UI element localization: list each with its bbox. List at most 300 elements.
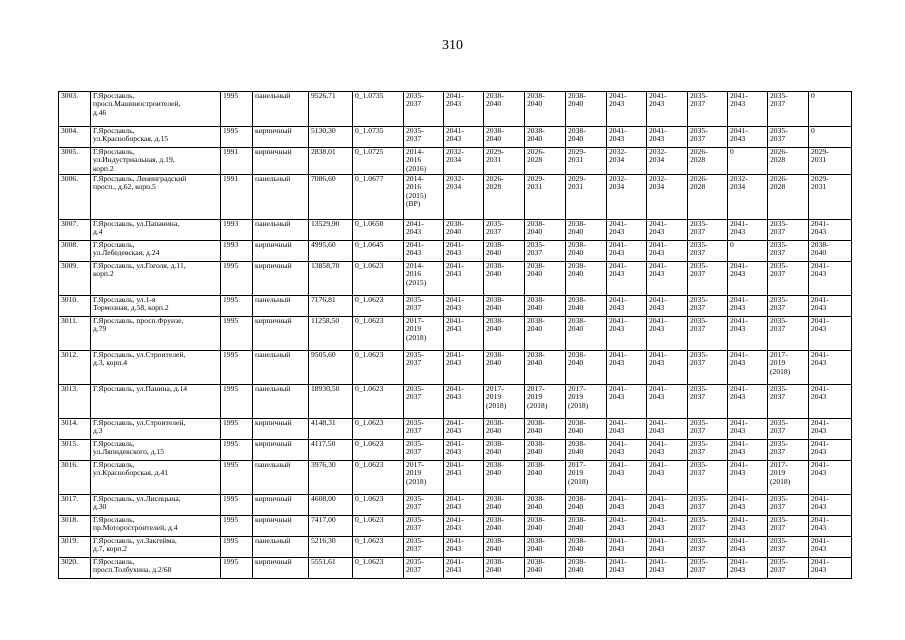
cell-period-6: 2041- 2043	[607, 385, 647, 419]
cell-period-11: 2029- 2031	[809, 175, 852, 220]
cell-wear-coefficient: 0_1.0623	[353, 351, 404, 385]
cell-row-number: 3020.	[59, 558, 91, 579]
cell-period-8: 2035- 2037	[688, 516, 728, 537]
cell-period-6: 2041- 2043	[607, 440, 647, 461]
cell-address: Г.Ярославль, ул.Гоголя, д.11, корп.2	[91, 262, 221, 296]
cell-year-built: 1995	[221, 461, 253, 495]
table-row	[59, 148, 852, 175]
cell-period-2: 2041- 2043	[444, 127, 484, 148]
cell-period-9: 2041- 2043	[728, 537, 768, 558]
cell-period-4: 2038- 2040	[525, 296, 566, 317]
cell-year-built: 1995	[221, 262, 253, 296]
cell-period-6: 2041- 2043	[607, 317, 647, 351]
cell-address: Г.Ярославль, ул.Строителей, д.3, корп.4	[91, 351, 221, 385]
cell-period-4: 2038- 2040	[525, 516, 566, 537]
cell-period-4: 2017- 2019 (2018)	[525, 385, 566, 419]
cell-period-4: 2038- 2040	[525, 127, 566, 148]
cell-period-11: 2041- 2043	[809, 296, 852, 317]
cell-period-7: 2041- 2043	[647, 558, 688, 579]
cell-wear-coefficient: 0_1.0623	[353, 440, 404, 461]
cell-period-9: 2041- 2043	[728, 495, 768, 516]
cell-period-6: 2041- 2043	[607, 516, 647, 537]
cell-address: Г.Ярославль, просп.Толбухина, д.2/68	[91, 558, 221, 579]
cell-period-2: 2041- 2043	[444, 419, 484, 440]
cell-period-10: 2035- 2037	[768, 220, 809, 241]
cell-period-5: 2038- 2040	[566, 419, 607, 440]
cell-period-3: 2038- 2040	[484, 241, 525, 262]
cell-wear-coefficient: 0_1.0650	[353, 220, 404, 241]
cell-total-area: 13858,70	[309, 262, 353, 296]
cell-row-number: 3011.	[59, 317, 91, 351]
cell-total-area: 7086,60	[309, 175, 353, 220]
cell-wear-coefficient: 0_1.0623	[353, 419, 404, 440]
cell-period-9: 2041- 2043	[728, 317, 768, 351]
cell-period-9: 2041- 2043	[728, 296, 768, 317]
cell-period-4: 2038- 2040	[525, 461, 566, 495]
cell-wall-material: кирпичный	[253, 317, 309, 351]
cell-period-1: 2035- 2037	[404, 558, 444, 579]
cell-period-3: 2029- 2031	[484, 148, 525, 175]
cell-period-3: 2035- 2037	[484, 220, 525, 241]
table-row	[59, 92, 852, 127]
cell-total-area: 3976,30	[309, 461, 353, 495]
cell-year-built: 1995	[221, 317, 253, 351]
cell-total-area: 9526,71	[309, 92, 353, 127]
cell-period-5: 2017- 2019 (2018)	[566, 461, 607, 495]
cell-row-number: 3015.	[59, 440, 91, 461]
cell-wall-material: кирпичный	[253, 241, 309, 262]
cell-period-7: 2041- 2043	[647, 241, 688, 262]
cell-row-number: 3017.	[59, 495, 91, 516]
cell-period-6: 2041- 2043	[607, 419, 647, 440]
cell-period-10: 2026- 2028	[768, 148, 809, 175]
cell-period-5: 2038- 2040	[566, 440, 607, 461]
cell-wear-coefficient: 0_1.0623	[353, 461, 404, 495]
cell-period-1: 2035- 2037	[404, 296, 444, 317]
cell-period-4: 2038- 2040	[525, 220, 566, 241]
cell-period-5: 2038- 2040	[566, 241, 607, 262]
cell-period-3: 2038- 2040	[484, 516, 525, 537]
cell-period-1: 2035- 2037	[404, 92, 444, 127]
cell-wear-coefficient: 0_1.0623	[353, 516, 404, 537]
cell-wear-coefficient: 0_1.0623	[353, 296, 404, 317]
table-row	[59, 127, 852, 148]
cell-period-10: 2035- 2037	[768, 558, 809, 579]
cell-period-11: 2029- 2031	[809, 148, 852, 175]
cell-period-8: 2035- 2037	[688, 262, 728, 296]
table-row	[59, 296, 852, 317]
cell-row-number: 3003.	[59, 92, 91, 127]
cell-period-11: 2041- 2043	[809, 351, 852, 385]
cell-period-9: 2041- 2043	[728, 461, 768, 495]
cell-period-8: 2035- 2037	[688, 495, 728, 516]
cell-period-2: 2041- 2043	[444, 537, 484, 558]
cell-period-2: 2032- 2034	[444, 175, 484, 220]
cell-period-3: 2038- 2040	[484, 262, 525, 296]
cell-period-8: 2035- 2037	[688, 440, 728, 461]
cell-period-1: 2041- 2043	[404, 220, 444, 241]
table-row	[59, 241, 852, 262]
cell-period-2: 2041- 2043	[444, 262, 484, 296]
cell-period-3: 2038- 2040	[484, 440, 525, 461]
cell-period-2: 2041- 2043	[444, 516, 484, 537]
cell-period-7: 2041- 2043	[647, 127, 688, 148]
cell-period-8: 2035- 2037	[688, 92, 728, 127]
cell-row-number: 3019.	[59, 537, 91, 558]
cell-period-1: 2014- 2016 (2015) (ВР)	[404, 175, 444, 220]
table-row	[59, 220, 852, 241]
cell-wear-coefficient: 0_1.0623	[353, 262, 404, 296]
table-row	[59, 516, 852, 537]
cell-year-built: 1995	[221, 92, 253, 127]
cell-period-4: 2038- 2040	[525, 419, 566, 440]
cell-row-number: 3006.	[59, 175, 91, 220]
cell-address: Г.Ярославль, ул.Индустриальная, д.19, корп.2	[91, 148, 221, 175]
cell-row-number: 3013.	[59, 385, 91, 419]
cell-period-10: 2035- 2037	[768, 516, 809, 537]
cell-period-1: 2014- 2016 (2015)	[404, 262, 444, 296]
cell-wall-material: кирпичный	[253, 419, 309, 440]
table-row	[59, 262, 852, 296]
cell-period-8: 2035- 2037	[688, 537, 728, 558]
cell-address: Г.Ярославль, пр.Моторостроителей, д.4	[91, 516, 221, 537]
cell-period-1: 2035- 2037	[404, 440, 444, 461]
cell-row-number: 3012.	[59, 351, 91, 385]
cell-row-number: 3010.	[59, 296, 91, 317]
cell-year-built: 1995	[221, 296, 253, 317]
cell-period-10: 2035- 2037	[768, 317, 809, 351]
cell-period-9: 2041- 2043	[728, 92, 768, 127]
table-row	[59, 351, 852, 385]
cell-period-11: 2041- 2043	[809, 440, 852, 461]
cell-period-11: 0	[809, 127, 852, 148]
cell-wall-material: кирпичный	[253, 495, 309, 516]
cell-period-3: 2038- 2040	[484, 317, 525, 351]
cell-period-11: 2041- 2043	[809, 262, 852, 296]
cell-period-8: 2035- 2037	[688, 317, 728, 351]
cell-period-4: 2038- 2040	[525, 317, 566, 351]
table-row	[59, 419, 852, 440]
cell-period-4: 2038- 2040	[525, 558, 566, 579]
cell-period-1: 2041- 2043	[404, 241, 444, 262]
table-row	[59, 537, 852, 558]
cell-period-10: 2035- 2037	[768, 537, 809, 558]
cell-period-2: 2041- 2043	[444, 317, 484, 351]
cell-period-2: 2041- 2043	[444, 92, 484, 127]
cell-period-2: 2041- 2043	[444, 495, 484, 516]
cell-address: Г.Ярославль, просп.Фрунзе, д.79	[91, 317, 221, 351]
table-row	[59, 495, 852, 516]
cell-period-7: 2041- 2043	[647, 92, 688, 127]
cell-wall-material: панельный	[253, 296, 309, 317]
cell-period-8: 2035- 2037	[688, 127, 728, 148]
cell-period-10: 2017- 2019 (2018)	[768, 461, 809, 495]
cell-period-8: 2035- 2037	[688, 419, 728, 440]
cell-period-8: 2035- 2037	[688, 351, 728, 385]
table-row	[59, 461, 852, 495]
cell-period-6: 2041- 2043	[607, 127, 647, 148]
cell-period-10: 2035- 2037	[768, 241, 809, 262]
cell-period-5: 2029- 2031	[566, 175, 607, 220]
cell-period-9: 2041- 2043	[728, 127, 768, 148]
cell-period-2: 2041- 2043	[444, 351, 484, 385]
cell-address: Г.Ярославль, ул.Лисицына, д.30	[91, 495, 221, 516]
cell-period-5: 2038- 2040	[566, 495, 607, 516]
cell-row-number: 3005.	[59, 148, 91, 175]
cell-period-11: 2041- 2043	[809, 495, 852, 516]
cell-period-3: 2038- 2040	[484, 351, 525, 385]
cell-period-9: 0	[728, 241, 768, 262]
cell-year-built: 1995	[221, 351, 253, 385]
cell-period-3: 2017- 2019 (2018)	[484, 385, 525, 419]
cell-period-4: 2038- 2040	[525, 351, 566, 385]
cell-wall-material: панельный	[253, 220, 309, 241]
cell-wall-material: панельный	[253, 385, 309, 419]
cell-period-3: 2038- 2040	[484, 558, 525, 579]
cell-wear-coefficient: 0_1.0623	[353, 385, 404, 419]
cell-period-5: 2038- 2040	[566, 516, 607, 537]
cell-period-5: 2038- 2040	[566, 537, 607, 558]
cell-year-built: 1995	[221, 516, 253, 537]
cell-wall-material: кирпичный	[253, 558, 309, 579]
cell-year-built: 1995	[221, 558, 253, 579]
cell-period-9: 2041- 2043	[728, 558, 768, 579]
cell-period-2: 2041- 2043	[444, 385, 484, 419]
cell-row-number: 3004.	[59, 127, 91, 148]
cell-period-1: 2035- 2037	[404, 419, 444, 440]
cell-year-built: 1995	[221, 127, 253, 148]
cell-period-5: 2038- 2040	[566, 127, 607, 148]
cell-period-8: 2035- 2037	[688, 296, 728, 317]
table-row	[59, 317, 852, 351]
cell-period-3: 2038- 2040	[484, 537, 525, 558]
cell-period-6: 2041- 2043	[607, 558, 647, 579]
cell-period-10: 2035- 2037	[768, 385, 809, 419]
cell-total-area: 7176,81	[309, 296, 353, 317]
cell-address: Г.Ярославль, ул.Строителей, д.3	[91, 419, 221, 440]
cell-period-3: 2038- 2040	[484, 419, 525, 440]
cell-period-5: 2038- 2040	[566, 296, 607, 317]
cell-period-7: 2041- 2043	[647, 385, 688, 419]
cell-period-9: 2041- 2043	[728, 220, 768, 241]
cell-period-4: 2038- 2040	[525, 537, 566, 558]
cell-year-built: 1993	[221, 241, 253, 262]
table-row	[59, 558, 852, 579]
cell-period-4: 2038- 2040	[525, 440, 566, 461]
cell-period-3: 2038- 2040	[484, 92, 525, 127]
cell-year-built: 1995	[221, 495, 253, 516]
cell-period-9: 2041- 2043	[728, 351, 768, 385]
cell-address: Г.Ярославль, ул.Красноборская, д.15	[91, 127, 221, 148]
cell-wear-coefficient: 0_1.0623	[353, 495, 404, 516]
cell-period-6: 2041- 2043	[607, 461, 647, 495]
cell-period-6: 2041- 2043	[607, 296, 647, 317]
cell-wall-material: панельный	[253, 461, 309, 495]
cell-period-4: 2029- 2031	[525, 175, 566, 220]
cell-address: Г.Ярославль, ул.Красноборская, д.41	[91, 461, 221, 495]
cell-period-2: 2038- 2040	[444, 220, 484, 241]
cell-wear-coefficient: 0_1.0735	[353, 92, 404, 127]
cell-period-7: 2041- 2043	[647, 461, 688, 495]
cell-period-1: 2014- 2016 (2016)	[404, 148, 444, 175]
cell-total-area: 4117,50	[309, 440, 353, 461]
cell-period-6: 2041- 2043	[607, 351, 647, 385]
table-row	[59, 175, 852, 220]
cell-year-built: 1993	[221, 220, 253, 241]
cell-total-area: 2838,01	[309, 148, 353, 175]
cell-address: Г.Ярославль, ул.Папанина, д.4	[91, 220, 221, 241]
cell-total-area: 18930,50	[309, 385, 353, 419]
cell-period-2: 2041- 2043	[444, 440, 484, 461]
cell-wall-material: кирпичный	[253, 440, 309, 461]
cell-period-8: 2026- 2028	[688, 148, 728, 175]
cell-period-7: 2041- 2043	[647, 440, 688, 461]
cell-period-5: 2038- 2040	[566, 558, 607, 579]
cell-wall-material: кирпичный	[253, 262, 309, 296]
cell-wall-material: панельный	[253, 351, 309, 385]
cell-period-10: 2035- 2037	[768, 440, 809, 461]
cell-total-area: 9505,60	[309, 351, 353, 385]
cell-period-1: 2017- 2019 (2018)	[404, 461, 444, 495]
cell-period-10: 2035- 2037	[768, 262, 809, 296]
cell-row-number: 3009.	[59, 262, 91, 296]
cell-period-8: 2026- 2028	[688, 175, 728, 220]
cell-period-2: 2041- 2043	[444, 461, 484, 495]
cell-address: Г.Ярославль, ул.Лебедевская, д.24	[91, 241, 221, 262]
cell-period-9: 2041- 2043	[728, 262, 768, 296]
cell-period-10: 2035- 2037	[768, 495, 809, 516]
cell-period-4: 2038- 2040	[525, 92, 566, 127]
cell-period-3: 2038- 2040	[484, 127, 525, 148]
cell-row-number: 3016.	[59, 461, 91, 495]
cell-period-7: 2041- 2043	[647, 317, 688, 351]
cell-year-built: 1991	[221, 148, 253, 175]
cell-period-2: 2041- 2043	[444, 558, 484, 579]
cell-period-2: 2041- 2043	[444, 296, 484, 317]
cell-wall-material: кирпичный	[253, 516, 309, 537]
cell-period-5: 2038- 2040	[566, 92, 607, 127]
cell-row-number: 3018.	[59, 516, 91, 537]
cell-period-1: 2035- 2037	[404, 127, 444, 148]
cell-period-8: 2035- 2037	[688, 558, 728, 579]
cell-period-11: 2041- 2043	[809, 317, 852, 351]
cell-total-area: 4995,60	[309, 241, 353, 262]
housing-repair-schedule-table	[58, 91, 852, 579]
cell-period-10: 2035- 2037	[768, 296, 809, 317]
cell-wear-coefficient: 0_1.0623	[353, 317, 404, 351]
cell-period-11: 2041- 2043	[809, 385, 852, 419]
cell-period-5: 2017- 2019 (2018)	[566, 385, 607, 419]
cell-total-area: 5551,61	[309, 558, 353, 579]
cell-period-7: 2041- 2043	[647, 296, 688, 317]
cell-wall-material: панельный	[253, 175, 309, 220]
table-row	[59, 385, 852, 419]
cell-period-1: 2035- 2037	[404, 385, 444, 419]
cell-wall-material: кирпичный	[253, 148, 309, 175]
cell-wall-material: кирпичный	[253, 127, 309, 148]
cell-period-9: 2041- 2043	[728, 419, 768, 440]
cell-wear-coefficient: 0_1.0645	[353, 241, 404, 262]
cell-period-8: 2035- 2037	[688, 241, 728, 262]
cell-period-10: 2035- 2037	[768, 419, 809, 440]
cell-period-7: 2041- 2043	[647, 537, 688, 558]
cell-period-4: 2038- 2040	[525, 262, 566, 296]
cell-period-5: 2038- 2040	[566, 351, 607, 385]
cell-period-5: 2038- 2040	[566, 220, 607, 241]
cell-period-7: 2041- 2043	[647, 516, 688, 537]
cell-total-area: 4148,31	[309, 419, 353, 440]
cell-total-area: 11258,50	[309, 317, 353, 351]
page-number: 310	[442, 38, 463, 53]
cell-period-4: 2035- 2037	[525, 241, 566, 262]
cell-address: Г.Ярославль, Ленинградский просп., д.62, корп.5	[91, 175, 221, 220]
cell-period-3: 2026- 2028	[484, 175, 525, 220]
cell-total-area: 7417,00	[309, 516, 353, 537]
cell-address: Г.Ярославль, просп.Машиностроителей, д.46	[91, 92, 221, 127]
cell-period-5: 2038- 2040	[566, 262, 607, 296]
cell-period-6: 2041- 2043	[607, 537, 647, 558]
cell-period-3: 2038- 2040	[484, 461, 525, 495]
cell-wear-coefficient: 0_1.0735	[353, 127, 404, 148]
cell-period-9: 2041- 2043	[728, 440, 768, 461]
cell-total-area: 5130,30	[309, 127, 353, 148]
cell-period-6: 2041- 2043	[607, 241, 647, 262]
cell-period-1: 2035- 2037	[404, 495, 444, 516]
cell-period-9: 0	[728, 148, 768, 175]
cell-period-8: 2035- 2037	[688, 220, 728, 241]
cell-period-11: 2041- 2043	[809, 558, 852, 579]
cell-year-built: 1991	[221, 175, 253, 220]
cell-period-2: 2041- 2043	[444, 241, 484, 262]
cell-row-number: 3014.	[59, 419, 91, 440]
cell-period-11: 2041- 2043	[809, 461, 852, 495]
cell-period-8: 2035- 2037	[688, 461, 728, 495]
cell-period-9: 2041- 2043	[728, 516, 768, 537]
cell-year-built: 1995	[221, 440, 253, 461]
cell-period-7: 2041- 2043	[647, 419, 688, 440]
cell-period-5: 2029- 2031	[566, 148, 607, 175]
cell-period-7: 2041- 2043	[647, 495, 688, 516]
cell-row-number: 3008.	[59, 241, 91, 262]
cell-period-10: 2017- 2019 (2018)	[768, 351, 809, 385]
cell-period-6: 2041- 2043	[607, 495, 647, 516]
cell-period-11: 2041- 2043	[809, 419, 852, 440]
cell-row-number: 3007.	[59, 220, 91, 241]
cell-period-11: 0	[809, 92, 852, 127]
cell-year-built: 1995	[221, 419, 253, 440]
cell-period-9: 2032- 2034	[728, 175, 768, 220]
table-row	[59, 440, 852, 461]
cell-period-6: 2041- 2043	[607, 262, 647, 296]
cell-wear-coefficient: 0_1.0623	[353, 558, 404, 579]
cell-period-1: 2035- 2037	[404, 516, 444, 537]
cell-wear-coefficient: 0_1.0623	[353, 537, 404, 558]
cell-period-4: 2026- 2028	[525, 148, 566, 175]
cell-total-area: 13529,90	[309, 220, 353, 241]
cell-period-3: 2038- 2040	[484, 495, 525, 516]
cell-period-11: 2041- 2043	[809, 220, 852, 241]
cell-period-10: 2026- 2028	[768, 175, 809, 220]
cell-period-1: 2017- 2019 (2018)	[404, 317, 444, 351]
cell-period-10: 2035- 2037	[768, 127, 809, 148]
cell-period-3: 2038- 2040	[484, 296, 525, 317]
cell-period-1: 2035- 2037	[404, 351, 444, 385]
cell-period-4: 2038- 2040	[525, 495, 566, 516]
cell-address: Г.Ярославль, ул.Закгейма, д.7, корп.2	[91, 537, 221, 558]
cell-period-6: 2041- 2043	[607, 92, 647, 127]
cell-period-11: 2038- 2040	[809, 241, 852, 262]
cell-period-7: 2032- 2034	[647, 148, 688, 175]
